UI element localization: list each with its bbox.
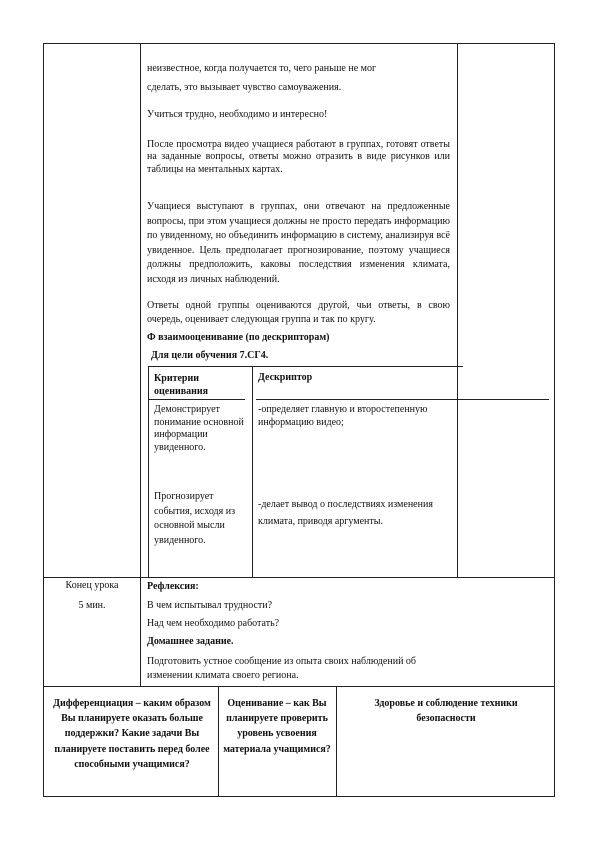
descriptor-2: -делает вывод о последствиях изменения климата, приводя аргументы. (258, 499, 433, 527)
footer-health: Здоровье и соблюдение техники безопасности (374, 698, 518, 725)
inner-table-row (148, 399, 245, 400)
border-right (554, 43, 555, 797)
inner-table-top (148, 366, 463, 367)
inner-table-left (148, 366, 149, 577)
stage-end-of-lesson: Конец урока (65, 580, 119, 591)
paragraph-peer-evaluation: Ответы одной группы оцениваются другой, чьи ответы, в свою очередь, оценивает следующая группа и так по кругу. (147, 300, 450, 325)
learning-goal: Для цели обучения 7.СГ4. (151, 350, 269, 361)
row-divider-1 (43, 577, 554, 578)
criterion-2: Прогнозирует события, исходя из основной мысли увиденного. (154, 491, 236, 546)
footer-differentiation: Дифференциация – каким образом Вы планируете оказать больше поддержки? Какие задачи Вы планируете поставить перед более способными учащимися? (53, 698, 211, 770)
border-top (43, 43, 554, 44)
homework-text: Подготовить устное сообщение из опыта своих наблюдений об изменении климата своего региона. (147, 656, 417, 681)
stage-time: 5 мин. (78, 600, 106, 611)
footer-assessment: Оценивание – как Вы планируете проверить уровень усвоения материала учащимися? (223, 698, 331, 755)
homework-label: Домашнее задание. (147, 636, 234, 647)
border-left (43, 43, 44, 797)
footer-divider-2 (336, 686, 337, 796)
reflection-question-1: В чем испытывал трудности? (147, 600, 273, 611)
col-divider-1 (140, 43, 141, 687)
inner-table-col (252, 366, 253, 577)
footer-divider-1 (218, 686, 219, 796)
paragraph-group-presentations: Учащиеся выступают в группах, они отвечают на предложенные вопросы, при этом учащиеся должны не просто передать информацию по увиденному, но объединить информацию в систему, анализируя всё увиденное. Цель предполагает прогнозирование, поэтому учащиеся должны предположить, каковы последствия изменения климата, исходя из личных наблюдений. (147, 201, 450, 285)
reflection-question-2: Над чем необходимо работать? (147, 618, 280, 629)
descriptor-header: Дескриптор (258, 372, 313, 383)
descriptor-1: -определяет главную и второстепенную информацию видео; (258, 404, 428, 428)
paragraph-video-groups: После просмотра видео учащиеся работают в группах, готовят ответы на заданные вопросы, ответы можно отразить в виде рисунков или таблицы на ментальных картах. (147, 139, 450, 175)
text-line-2: сделать, это вызывает чувство самоуважения. (147, 82, 342, 93)
border-bottom (43, 796, 555, 797)
criterion-1: Демонстрирует понимание основной информации увиденного. (154, 404, 244, 453)
row-divider-2 (43, 686, 554, 687)
inner-table-row-right (256, 399, 549, 400)
reflection-label: Рефлексия: (147, 581, 199, 592)
criteria-header: Критерии оценивания (154, 373, 209, 397)
eval-heading: Ф взаимооценивание (по дескрипторам) (147, 332, 330, 343)
text-line-1: неизвестное, когда получается то, чего раньше не мог (147, 63, 377, 74)
text-line-3: Учиться трудно, необходимо и интересно! (147, 109, 328, 120)
